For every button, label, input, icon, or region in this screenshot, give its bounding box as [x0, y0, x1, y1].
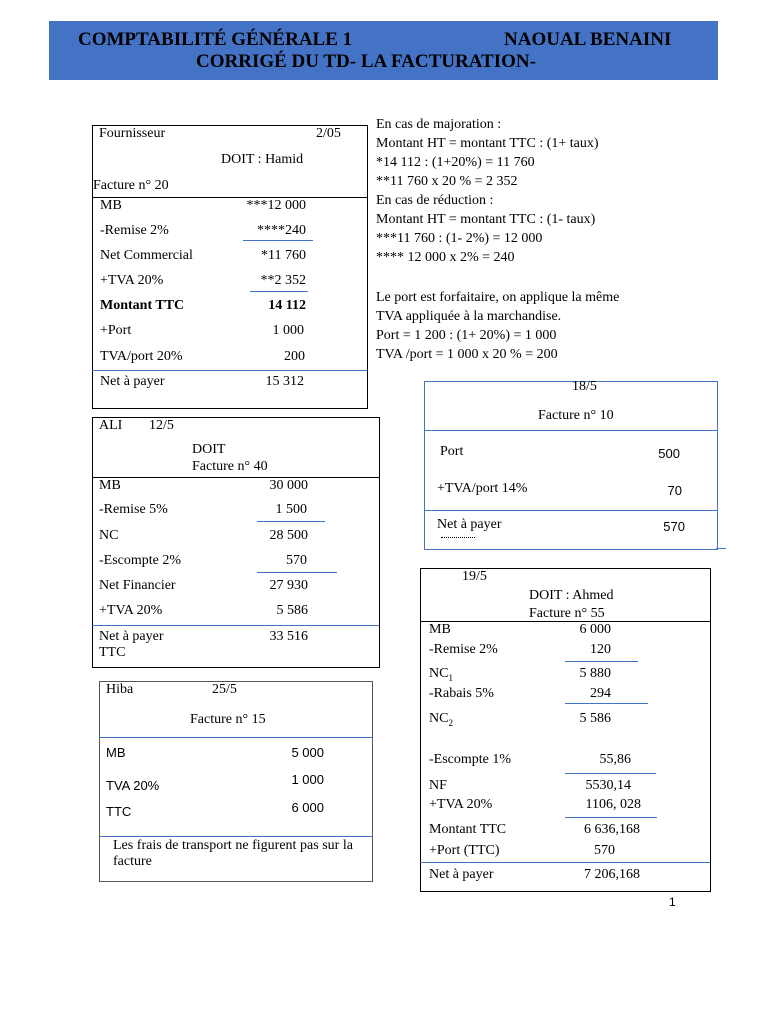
subtotal-rule	[243, 240, 313, 241]
note-line: **11 760 x 20 % = 2 352	[376, 174, 518, 189]
row-value: 28 500	[269, 528, 308, 543]
row-label: Net à payer	[99, 629, 164, 644]
row-label: -Escompte 2%	[99, 553, 182, 568]
row-label: MB	[99, 478, 121, 493]
row-value: 70	[667, 483, 682, 498]
row-label: -Escompte 1%	[429, 752, 512, 767]
row-value: 5 586	[579, 711, 611, 726]
row-label: Net à payer	[437, 517, 502, 532]
row-value: 5 880	[579, 666, 611, 681]
row-value: 7 206,168	[584, 867, 640, 882]
client-name: Hiba	[106, 682, 134, 697]
row-label: -Remise 5%	[99, 502, 168, 517]
row-label: Montant TTC	[100, 298, 185, 313]
port-note-line: Port = 1 200 : (1+ 20%) = 1 000	[376, 328, 557, 343]
invoice-number: Facture n° 55	[529, 606, 605, 621]
row-value: 200	[284, 349, 305, 364]
row-value: 6 000	[579, 622, 611, 637]
row-value: ***12 000	[246, 198, 306, 213]
row-value: 570	[286, 553, 307, 568]
invoice-number: Facture n° 15	[190, 712, 266, 727]
port-note-line: TVA appliquée à la marchandise.	[376, 309, 562, 324]
subtotal-rule	[565, 661, 638, 662]
author-name: NAOUAL BENAINI	[504, 29, 672, 50]
row-label: +Port	[100, 323, 132, 338]
subtotal-rule	[257, 572, 337, 573]
row-label: +TVA 20%	[100, 273, 164, 288]
total-rule	[424, 510, 717, 511]
row-label: Port	[440, 444, 464, 459]
invoice-date: 2/05	[316, 126, 341, 141]
row-label: Net à payer	[429, 867, 494, 882]
invoice-port-divider	[424, 430, 717, 431]
port-note-line: TVA /port = 1 000 x 20 % = 200	[376, 347, 558, 362]
row-value: 33 516	[269, 629, 308, 644]
subtotal-rule	[257, 521, 325, 522]
row-value: 500	[658, 446, 680, 461]
note-line: **** 12 000 x 2% = 240	[376, 250, 515, 265]
row-label: Net à payer	[100, 374, 165, 389]
row-label: Montant TTC	[429, 822, 507, 837]
row-value: 30 000	[269, 478, 308, 493]
row-value: 55,86	[599, 752, 631, 767]
row-label: $NC_2$	[429, 711, 453, 728]
row-value: 570	[594, 843, 615, 858]
row-value: 1 000	[272, 323, 304, 338]
row-value: 14 112	[268, 298, 306, 313]
row-label: MB	[100, 198, 122, 213]
total-rule	[420, 862, 710, 863]
note-line: Montant HT = montant TTC : (1+ taux)	[376, 136, 599, 151]
box-tick	[716, 548, 726, 549]
row-value: **2 352	[260, 273, 306, 288]
row-value: 5 000	[291, 745, 324, 760]
row-label: +TVA 20%	[99, 603, 163, 618]
page-subtitle: CORRIGÉ DU TD- LA FACTURATION-	[196, 51, 536, 72]
invoice-hiba-note-rule	[99, 836, 372, 837]
note-line: Montant HT = montant TTC : (1- taux)	[376, 212, 596, 227]
row-value: 5530,14	[585, 778, 631, 793]
row-label: MB	[106, 745, 126, 760]
invoice-hiba-divider	[99, 737, 372, 738]
invoice-doit: DOIT : Ahmed	[529, 588, 614, 603]
row-value: 570	[663, 519, 685, 534]
invoice-number: Facture n° 20	[93, 178, 169, 193]
row-label: $NC_1$	[429, 666, 453, 683]
row-label: -Remise 2%	[100, 223, 169, 238]
row-value: 294	[590, 686, 611, 701]
transport-note: Les frais de transport ne figurent pas sur la facture	[113, 838, 353, 869]
row-label: TVA/port 20%	[100, 349, 183, 364]
page-number: 1	[669, 895, 676, 909]
row-label: TTC	[106, 804, 132, 819]
row-label: NF	[429, 778, 447, 793]
row-value: 6 636,168	[584, 822, 640, 837]
row-label: +TVA/port 14%	[437, 481, 528, 496]
subtotal-rule	[565, 703, 648, 704]
row-value: 120	[590, 642, 611, 657]
port-note-line: Le port est forfaitaire, on applique la même	[376, 290, 620, 305]
row-value: 1106, 028	[585, 797, 641, 812]
invoice-number: Facture n° 40	[192, 459, 268, 474]
note-line: En cas de réduction :	[376, 193, 494, 208]
note-line: En cas de majoration :	[376, 117, 502, 132]
row-value: 6 000	[291, 800, 324, 815]
row-label: Net Commercial	[100, 248, 193, 263]
row-label: NC	[99, 528, 119, 543]
row-label: -Rabais 5%	[429, 686, 494, 701]
row-value: 1 500	[275, 502, 307, 517]
subtotal-rule	[565, 773, 656, 774]
row-value: 1 000	[291, 772, 324, 787]
dotted-mark	[441, 537, 475, 538]
invoice-date: 19/5	[462, 569, 487, 584]
supplier-label: Fournisseur	[99, 126, 166, 141]
row-label: TVA 20%	[106, 778, 160, 793]
subtotal-rule	[565, 817, 657, 818]
row-label: Net Financier	[99, 578, 176, 593]
row-value: 15 312	[265, 374, 304, 389]
total-rule	[92, 370, 367, 371]
invoice-doit: DOIT : Hamid	[221, 152, 304, 167]
subtotal-rule	[250, 291, 308, 292]
invoice-date: 12/5	[149, 418, 174, 433]
row-value: 5 586	[276, 603, 308, 618]
invoice-doit: DOIT	[192, 442, 226, 457]
invoice-date: 18/5	[572, 379, 597, 394]
header-banner	[49, 21, 718, 80]
invoice-number: Facture n° 10	[538, 408, 614, 423]
note-line: ***11 760 : (1- 2%) = 12 000	[376, 231, 543, 246]
row-value: ****240	[257, 223, 306, 238]
ttc-label: TTC	[99, 645, 126, 660]
row-value: *11 760	[261, 248, 306, 263]
note-line: *14 112 : (1+20%) = 11 760	[376, 155, 535, 170]
row-label: MB	[429, 622, 451, 637]
row-value: 27 930	[269, 578, 308, 593]
row-label: -Remise 2%	[429, 642, 498, 657]
client-name: ALI	[99, 418, 123, 433]
total-rule	[92, 625, 379, 626]
row-label: +TVA 20%	[429, 797, 493, 812]
course-title: COMPTABILITÉ GÉNÉRALE 1	[78, 29, 353, 50]
invoice-date: 25/5	[212, 682, 237, 697]
row-label: +Port (TTC)	[429, 843, 500, 858]
